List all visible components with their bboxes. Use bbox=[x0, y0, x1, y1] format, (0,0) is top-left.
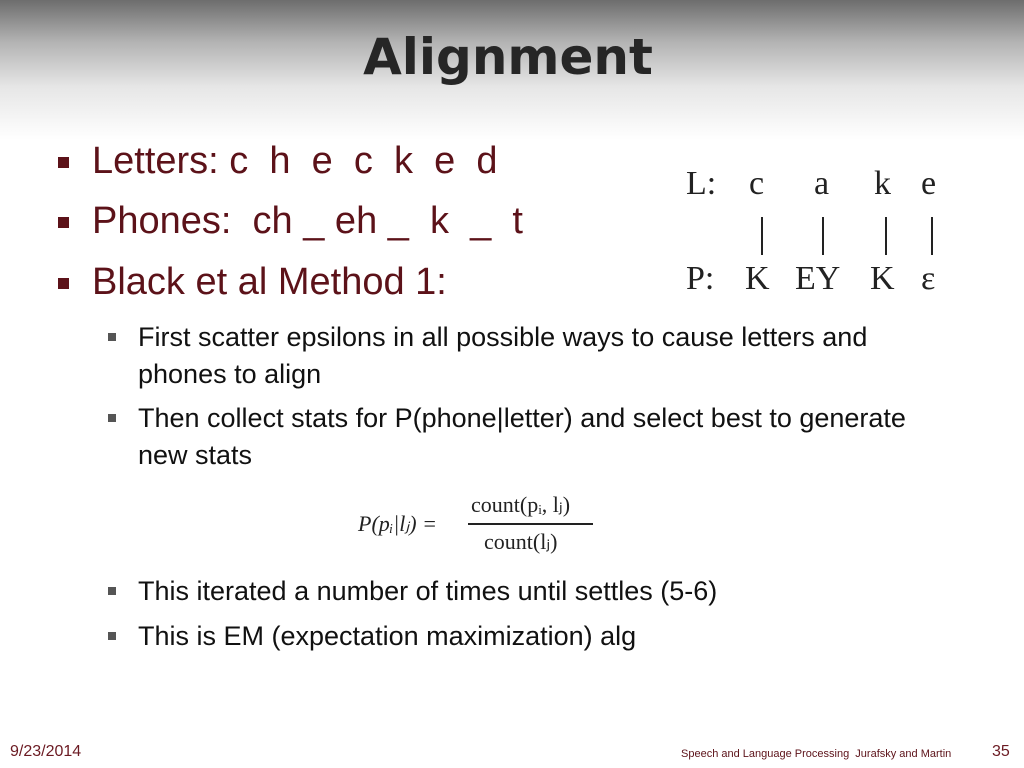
letter-cell: k bbox=[874, 165, 891, 202]
probability-formula bbox=[358, 489, 618, 561]
phones-label: P: bbox=[686, 260, 715, 297]
sub-bullet-iterate-text: This iterated a number of times until settles (5-6) bbox=[138, 576, 718, 606]
footer-credit: Speech and Language Processing Jurafsky and Martin bbox=[681, 748, 952, 760]
letters-label: L: bbox=[686, 165, 717, 202]
bullet-method bbox=[58, 261, 447, 390]
bullet-phones-text: Phones: ch _ eh _ k _ t bbox=[92, 200, 523, 242]
alignment-link bbox=[822, 217, 824, 255]
square-bullet-icon bbox=[58, 157, 69, 168]
letter-cell: e bbox=[921, 165, 937, 202]
formula-numerator: count(pᵢ, lⱼ) bbox=[471, 492, 571, 517]
slide-title: Alignment bbox=[363, 28, 653, 86]
square-bullet-icon bbox=[108, 333, 116, 341]
fraction-bar bbox=[468, 523, 593, 525]
bullet-method-text: Black et al Method 1: bbox=[92, 261, 447, 303]
letter-cell: a bbox=[814, 165, 830, 202]
formula-denominator: count(lⱼ) bbox=[484, 529, 558, 554]
square-bullet-icon bbox=[108, 414, 116, 422]
phone-cell: K bbox=[870, 260, 895, 297]
square-bullet-icon bbox=[58, 217, 69, 228]
footer-date: 9/23/2014 bbox=[10, 743, 82, 760]
phone-cell: ε bbox=[921, 260, 936, 297]
alignment-link bbox=[761, 217, 763, 255]
bullet-letters-text: Letters: c h e c k e d bbox=[92, 140, 498, 182]
sub-bullet-stats-text: Then collect stats for P(phone|letter) and select best to generate new stats bbox=[138, 403, 906, 470]
alignment-figure bbox=[684, 165, 954, 305]
alignment-link bbox=[931, 217, 933, 255]
phone-cell: EY bbox=[795, 260, 841, 297]
phone-cell: K bbox=[745, 260, 770, 297]
square-bullet-icon bbox=[108, 587, 116, 595]
sub-bullet-scatter-text: First scatter epsilons in all possible ways to cause letters and phones to align bbox=[138, 322, 868, 389]
page-number: 35 bbox=[992, 743, 1010, 760]
letter-cell: c bbox=[749, 165, 765, 202]
sub-bullet-em-text: This is EM (expectation maximization) alg bbox=[138, 621, 637, 651]
square-bullet-icon bbox=[108, 632, 116, 640]
square-bullet-icon bbox=[58, 278, 69, 289]
formula-lhs: P(pᵢ|lⱼ) = bbox=[358, 511, 437, 536]
alignment-link bbox=[885, 217, 887, 255]
